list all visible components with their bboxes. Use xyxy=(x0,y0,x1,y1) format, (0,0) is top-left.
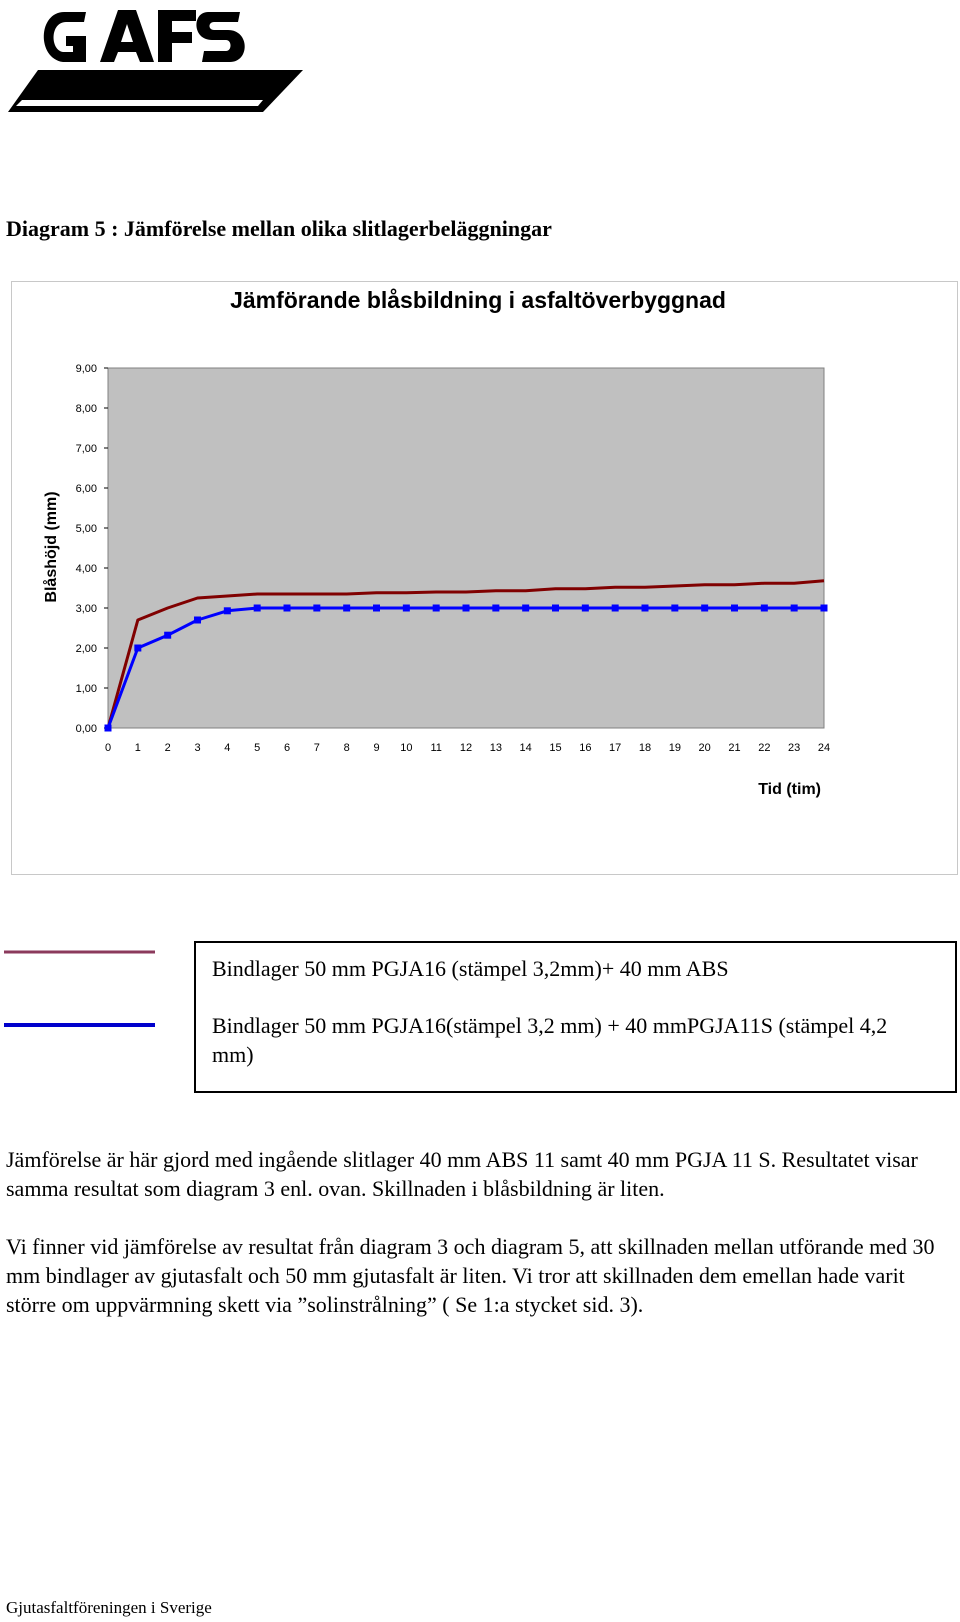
x-tick-label: 8 xyxy=(343,742,350,754)
series-2-point xyxy=(821,605,828,612)
series-2-point xyxy=(224,607,231,614)
x-tick-label: 17 xyxy=(609,742,622,754)
series-2-point xyxy=(105,725,112,732)
series-2-point xyxy=(731,605,738,612)
y-tick-label: 9,00 xyxy=(75,363,97,375)
series-2-point xyxy=(522,605,529,612)
x-tick-label: 24 xyxy=(817,742,831,754)
y-tick-label: 0,00 xyxy=(75,723,97,735)
series-2-point xyxy=(194,617,201,624)
x-tick-label: 11 xyxy=(430,742,442,754)
series-2-point xyxy=(403,605,410,612)
x-tick-label: 1 xyxy=(134,742,141,754)
plot-background xyxy=(108,368,824,728)
legend-entry-series-2: Bindlager 50 mm PGJA16(stämpel 3,2 mm) + 40 mmPGJA11S (stämpel 4,2 mm) xyxy=(212,1013,888,1067)
series-2-point xyxy=(612,605,619,612)
series-2-point xyxy=(642,605,649,612)
x-tick-label: 15 xyxy=(549,742,562,754)
line-chart xyxy=(12,282,957,874)
paragraph-conclusion: Vi finner vid jämförelse av resultat från diagram 3 och diagram 5, att skillnaden mellan utförande med 30 mm bindlager av gjutasfalt och 50 mm gjutasfalt är liten. Vi tror att skillnaden dem emellan hade varit större om uppvärmning skett via ”solinstrålning” ( Se 1:a stycket sid. 3). xyxy=(6,1234,935,1317)
x-tick-label: 20 xyxy=(698,742,711,754)
x-tick-label: 18 xyxy=(638,742,652,754)
y-tick-label: 3,00 xyxy=(75,603,97,615)
y-axis-label: Blåshöjd (mm) xyxy=(43,491,60,603)
x-tick-label: 19 xyxy=(668,742,681,754)
chart-container xyxy=(11,281,958,875)
series-2-point xyxy=(284,605,291,612)
chart-title: Jämförande blåsbildning i asfaltöverbyggnad xyxy=(230,287,726,313)
page-heading: Diagram 5 : Jämförelse mellan olika slitlagerbeläggningar xyxy=(6,216,552,241)
series-2-point xyxy=(373,605,380,612)
y-tick-label: 7,00 xyxy=(75,443,97,455)
y-tick-label: 4,00 xyxy=(75,563,97,575)
paragraph-comparison: Jämförelse är här gjord med ingående slitlager 40 mm ABS 11 samt 40 mm PGJA 11 S. Resultatet visar samma resultat som diagram 3 enl. ovan. Skillnaden i blåsbildning är liten. xyxy=(6,1147,918,1201)
series-2-point xyxy=(671,605,678,612)
series-2-point xyxy=(343,605,350,612)
y-tick-label: 2,00 xyxy=(75,643,97,655)
x-tick-label: 7 xyxy=(313,742,320,754)
y-tick-label: 1,00 xyxy=(75,683,97,695)
gafs-logo xyxy=(8,0,308,115)
series-2-point xyxy=(313,605,320,612)
footer-organization: Gjutasfaltföreningen i Sverige xyxy=(6,1598,212,1617)
legend-swatches xyxy=(4,950,158,1050)
x-tick-label: 13 xyxy=(489,742,502,754)
series-2-point xyxy=(552,605,559,612)
series-2-point xyxy=(791,605,798,612)
series-2-point xyxy=(492,605,499,612)
y-tick-label: 6,00 xyxy=(75,483,97,495)
x-tick-label: 0 xyxy=(104,742,112,754)
y-tick-label: 5,00 xyxy=(75,523,97,535)
x-tick-label: 5 xyxy=(254,742,261,754)
x-tick-label: 6 xyxy=(283,742,291,754)
series-2-point xyxy=(761,605,768,612)
x-tick-label: 3 xyxy=(194,742,201,754)
x-tick-label: 22 xyxy=(758,742,771,754)
series-2-point xyxy=(134,645,141,652)
x-tick-label: 21 xyxy=(728,742,741,754)
legend-box xyxy=(194,941,957,1093)
series-2-point xyxy=(463,605,470,612)
x-tick-label: 4 xyxy=(224,742,231,754)
x-tick-label: 14 xyxy=(519,742,532,754)
x-tick-label: 9 xyxy=(373,742,380,754)
x-tick-label: 23 xyxy=(788,742,801,754)
x-tick-label: 16 xyxy=(579,742,592,754)
series-2-point xyxy=(164,632,171,639)
series-2-point xyxy=(701,605,708,612)
x-tick-label: 2 xyxy=(164,742,171,754)
y-tick-label: 8,00 xyxy=(75,403,97,415)
legend-entry-series-1: Bindlager 50 mm PGJA16 (stämpel 3,2mm)+ 40 mm ABS xyxy=(212,956,729,981)
x-axis-label: Tid (tim) xyxy=(758,781,821,798)
x-tick-label: 10 xyxy=(400,742,413,754)
x-tick-label: 12 xyxy=(459,742,473,754)
plot-area xyxy=(76,363,831,754)
series-2-point xyxy=(254,605,261,612)
series-2-point xyxy=(582,605,589,612)
series-2-point xyxy=(433,605,440,612)
